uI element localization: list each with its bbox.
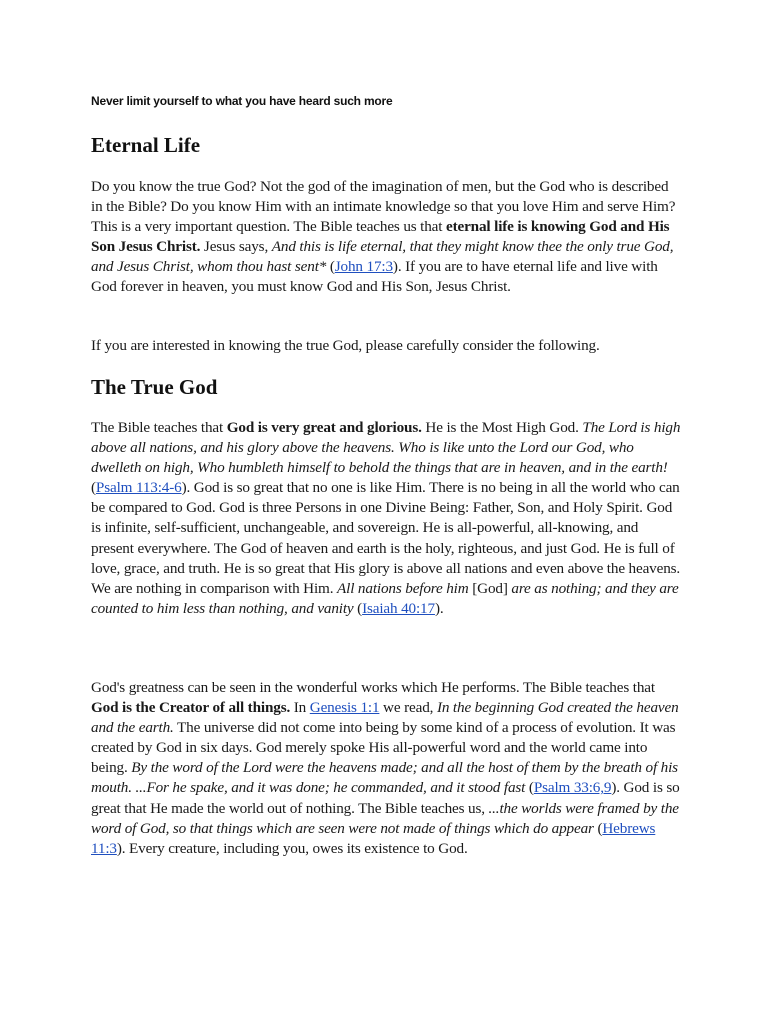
link-psalm-113-4-6[interactable]: Psalm 113:4-6 — [95, 479, 182, 497]
scripture-quote: By the word of the Lord were the heavens made; and all the host of them by the breath of his mouth. ...For he spake, and it was done; he commanded, and it stood fast — [91, 759, 678, 797]
paragraph-true-god-2: God's greatness can be seen in the wonderful works which He performs. The Bible teaches that God is the Creator of all things. In Genesis 1:1 we read, In the beginning God created the heaven and the earth. The universe did not come into being by some kind of a process of evolution. It was created by God in six days. God merely spoke His all-powerful word and the world came into being. By the word of the Lord were the heavens made; and all the host of them by the breath of his mouth. ...For he spake, and it was done; he commanded, and it stood fast (Psalm 33:6,9). God is so great that He made the world out of nothing. The Bible teaches us, ...the worlds were framed by the word of God, so that things which are seen were not made of things which do appear (Hebrews 11:3). Every creature, including you, owes its existence to God. — [91, 679, 680, 857]
scripture-quote: are as nothing; and they are counted to him less than nothing, and vanity — [91, 579, 679, 617]
scripture-quote: And this is life eternal, that they might know thee the only true God, and Jesus Christ, whom thou hast sent* — [91, 238, 674, 276]
emphasis-text: God is very great and glorious. — [226, 419, 422, 436]
scripture-quote: The Lord is high above all nations, and his glory above the heavens. Who is like unto the Lord our God, who dwelleth on high, Who humbleth himself to behold the things that are in heaven, and in the earth! — [91, 419, 681, 477]
heading-true-god: The True God — [91, 375, 218, 399]
link-john-17-3[interactable]: John 17:3 — [334, 258, 393, 276]
link-isaiah-40-17[interactable]: Isaiah 40:17 — [362, 599, 435, 617]
tagline: Never limit yourself to what you have heard such more — [91, 94, 393, 108]
paragraph-true-god-1: The Bible teaches that God is very great and glorious. He is the Most High God. The Lord is high above all nations, and his glory above the heavens. Who is like unto the Lord our God, who dwelleth on high, Who humbleth himself to behold the things that are in heaven, and in the earth! (Psalm 113:4-6). God is so great that no one is like Him. There is no being in all the world who can be compared to God. God is three Persons in one Divine Being: Father, Son, and Holy Spirit. God is infinite, self-sufficient, unchangeable, and sovereign. He is all-powerful, all-knowing, and present everywhere. The God of heaven and earth is the holy, righteous, and just God. He is full of love, grace, and truth. He is so great that His glory is above all nations and even above the heavens. We are nothing in comparison with Him. All nations before him [God] are as nothing; and they are counted to him less than nothing, and vanity (Isaiah 40:17). — [91, 419, 681, 617]
link-psalm-33-6-9[interactable]: Psalm 33:6,9 — [533, 779, 612, 797]
link-hebrews-11-3[interactable]: Hebrews 11:3 — [91, 819, 656, 857]
emphasis-text: eternal life is knowing God and His Son Jesus Christ. — [91, 218, 670, 256]
emphasis-text: God is the Creator of all things. — [91, 699, 291, 717]
link-genesis-1-1[interactable]: Genesis 1:1 — [309, 699, 380, 717]
scripture-quote: ...the worlds were framed by the word of God, so that things which are seen were not made of things which do appear — [91, 799, 679, 837]
scripture-quote: In the beginning God created the heaven and the earth. — [91, 699, 679, 737]
paragraph-eternal-life-2: If you are interested in knowing the true God, please carefully consider the following. — [91, 337, 600, 354]
paragraph-eternal-life-1: Do you know the true God? Not the god of the imagination of men, but the God who is described in the Bible? Do you know Him with an intimate knowledge so that you love Him and serve Him? This is a very important question. The Bible teaches us that eternal life is knowing God and His Son Jesus Christ. Jesus says, And this is life eternal, that they might know thee the only true God, and Jesus Christ, whom thou hast sent* (John 17:3). If you are to have eternal life and live with God forever in heaven, you must know God and His Son, Jesus Christ. — [91, 178, 676, 296]
heading-eternal-life: Eternal Life — [91, 133, 201, 157]
scripture-quote: All nations before him — [337, 579, 469, 597]
